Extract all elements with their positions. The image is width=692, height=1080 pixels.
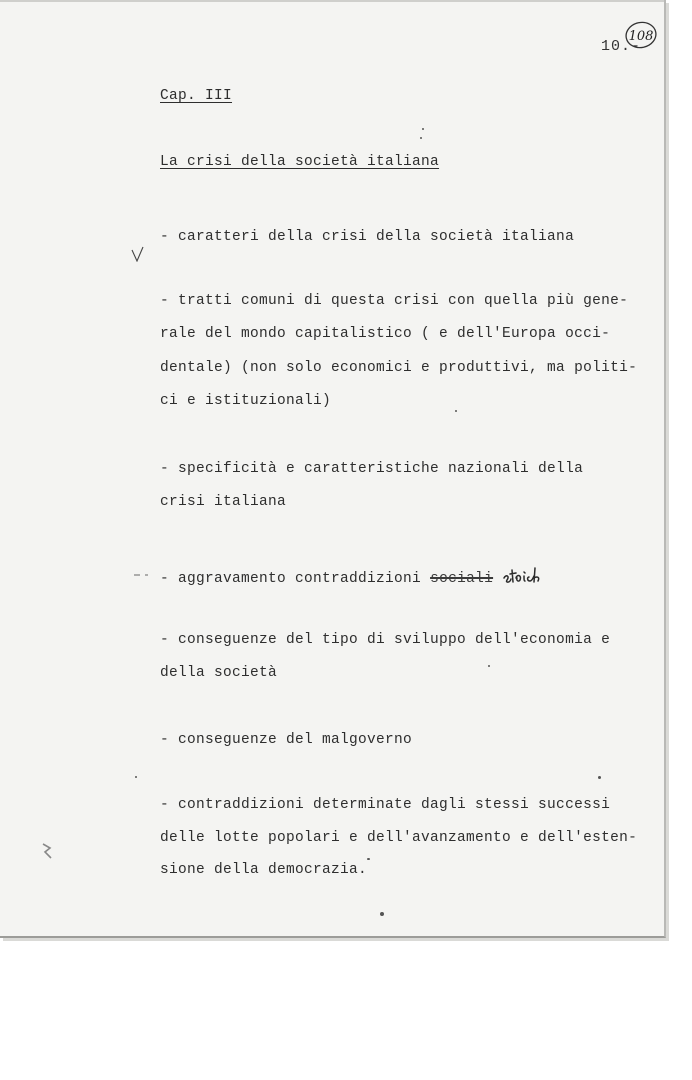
speck: [488, 665, 490, 667]
margin-smudge: [40, 842, 54, 860]
struck-word: sociali: [430, 571, 494, 587]
list-item-5-line-2: della società: [160, 665, 278, 681]
speck: [598, 776, 601, 779]
folio-stamp: [624, 20, 658, 50]
list-item-7-line-2: delle lotte popolari e dell'avanzamento e dell'esten-: [160, 830, 638, 846]
speck: [422, 128, 424, 130]
list-item-7-line-3: sione della democrazia.: [160, 862, 368, 878]
list-item-3-line-1: - specificità e caratteristiche nazionali della: [160, 461, 584, 477]
speck: [367, 858, 370, 860]
list-item-2-line-2: rale del mondo capitalistico ( e dell'Europa occi-: [160, 326, 611, 342]
list-item-2-line-3: dentale) (non solo economici e produttivi, ma politi-: [160, 360, 638, 376]
folio-number: 108: [628, 29, 654, 44]
margin-dash-mark: [133, 572, 153, 578]
speck: [420, 137, 422, 139]
speck: [135, 776, 137, 778]
list-item-2-line-4: ci e istituzionali): [160, 393, 332, 409]
list-item-4-text: - aggravamento contraddizioni: [160, 571, 422, 587]
list-item-5-line-1: - conseguenze del tipo di sviluppo dell'economia e: [160, 632, 611, 648]
list-item-2-line-1: - tratti comuni di questa crisi con quella più gene-: [160, 293, 629, 309]
list-item-7-line-1: - contraddizioni determinate dagli stessi successi: [160, 797, 611, 813]
list-item-6: - conseguenze del malgoverno: [160, 732, 413, 748]
handwritten-correction: [502, 564, 550, 586]
list-item-3-line-2: crisi italiana: [160, 494, 287, 510]
list-item-4: [160, 564, 550, 587]
chapter-heading: Cap. III: [160, 88, 233, 104]
list-item-1: - caratteri della crisi della società italiana: [160, 229, 575, 245]
chapter-title: La crisi della società italiana: [160, 154, 440, 170]
check-mark-icon: [131, 246, 145, 262]
speck: [455, 410, 457, 412]
page-number: 10.-: [601, 38, 642, 55]
speck: [380, 912, 384, 916]
